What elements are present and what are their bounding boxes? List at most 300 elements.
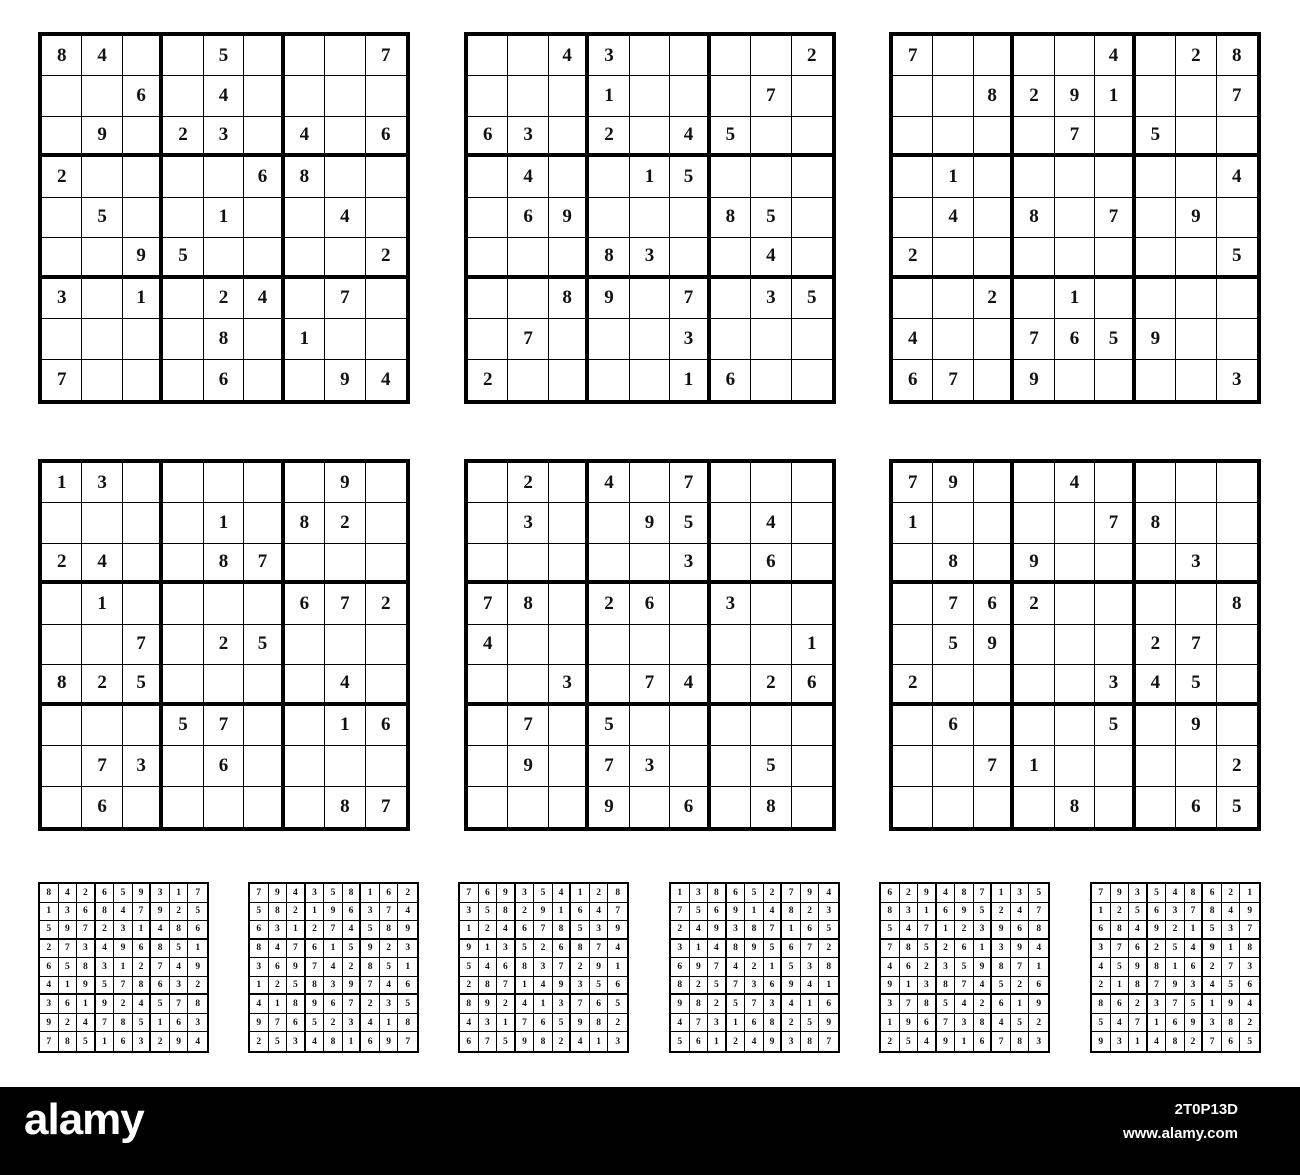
sudoku-cell — [711, 665, 751, 705]
sudoku-cell: 7 — [42, 360, 82, 400]
solution-cell: 2 — [1029, 1014, 1048, 1033]
sudoku-cell: 6 — [366, 706, 406, 746]
solution-cell: 9 — [764, 1032, 783, 1051]
solution-cell: 9 — [1092, 1032, 1111, 1051]
solution-cell: 6 — [671, 958, 690, 977]
solution-cell: 8 — [553, 921, 572, 940]
solution-cell: 5 — [801, 1014, 820, 1033]
solution-cell: 5 — [324, 884, 343, 903]
sudoku-cell: 9 — [1055, 76, 1095, 116]
solution-cell: 9 — [1203, 940, 1222, 959]
sudoku-cell — [123, 544, 163, 584]
solution-cell: 4 — [571, 1032, 590, 1051]
solution-cell: 7 — [918, 921, 937, 940]
solution-cell: 5 — [1129, 903, 1148, 922]
solution-cell: 5 — [361, 921, 380, 940]
solution-cell: 3 — [553, 995, 572, 1014]
solution-cell: 9 — [1129, 958, 1148, 977]
sudoku-cell — [711, 279, 751, 319]
sudoku-cell — [468, 665, 508, 705]
sudoku-cell — [1095, 157, 1135, 197]
solution-cell: 7 — [343, 995, 362, 1014]
solution-cell: 6 — [974, 1032, 993, 1051]
sudoku-cell: 6 — [244, 157, 284, 197]
sudoku-cell — [549, 238, 589, 278]
solution-cell: 7 — [992, 1032, 1011, 1051]
solution-cell: 9 — [534, 903, 553, 922]
solution-cell: 1 — [114, 958, 133, 977]
solution-cell: 3 — [1111, 1032, 1130, 1051]
solution-cell: 9 — [727, 903, 746, 922]
sudoku-cell — [285, 625, 325, 665]
solution-cell: 1 — [1203, 995, 1222, 1014]
sudoku-cell — [366, 665, 406, 705]
sudoku-cell — [82, 625, 122, 665]
solution-cell: 1 — [571, 884, 590, 903]
sudoku-cell: 7 — [893, 36, 933, 76]
solution-cell: 7 — [170, 995, 189, 1014]
sudoku-cell — [751, 463, 791, 503]
solution-grid-4 — [669, 882, 840, 1053]
sudoku-cell — [1176, 117, 1216, 157]
sudoku-cell — [244, 787, 284, 827]
solution-cell: 9 — [974, 958, 993, 977]
solution-cell: 5 — [1029, 884, 1048, 903]
solution-cell: 7 — [764, 921, 783, 940]
solution-cell: 3 — [534, 958, 553, 977]
sudoku-cell: 9 — [123, 238, 163, 278]
solution-cell: 5 — [269, 1032, 288, 1051]
solution-cell: 2 — [1240, 1014, 1259, 1033]
solution-cell: 4 — [690, 921, 709, 940]
sudoku-cell: 6 — [204, 746, 244, 786]
sudoku-cell — [366, 279, 406, 319]
solution-cell: 2 — [992, 903, 1011, 922]
sudoku-cell — [1055, 36, 1095, 76]
sudoku-cell: 1 — [285, 319, 325, 359]
solution-cell: 5 — [250, 903, 269, 922]
sudoku-cell: 4 — [82, 36, 122, 76]
sudoku-cell — [366, 463, 406, 503]
sudoku-cell — [1136, 544, 1176, 584]
solution-cell: 1 — [1129, 1032, 1148, 1051]
solution-cell: 8 — [170, 921, 189, 940]
solution-cell: 1 — [1092, 903, 1111, 922]
solution-cell: 3 — [571, 977, 590, 996]
solution-cell: 9 — [1111, 884, 1130, 903]
solution-cell: 5 — [1222, 977, 1241, 996]
sudoku-cell — [508, 787, 548, 827]
sudoku-cell — [589, 544, 629, 584]
solution-cell: 6 — [306, 940, 325, 959]
sudoku-cell — [974, 117, 1014, 157]
sudoku-cell: 4 — [670, 117, 710, 157]
sudoku-cell — [1217, 625, 1257, 665]
sudoku-cell: 7 — [1095, 503, 1135, 543]
solution-cell: 9 — [571, 1014, 590, 1033]
sudoku-cell — [589, 319, 629, 359]
sudoku-cell: 3 — [123, 746, 163, 786]
solution-cell: 7 — [1011, 958, 1030, 977]
sudoku-cell — [1217, 706, 1257, 746]
solution-cell: 1 — [170, 884, 189, 903]
solution-cell: 3 — [727, 921, 746, 940]
sudoku-cell — [1055, 544, 1095, 584]
sudoku-cell — [163, 279, 203, 319]
solution-cell: 2 — [1185, 1032, 1204, 1051]
sudoku-cell — [163, 198, 203, 238]
sudoku-cell: 7 — [1176, 625, 1216, 665]
solution-cell: 4 — [195, 1036, 201, 1047]
sudoku-cell — [751, 36, 791, 76]
sudoku-cell — [42, 319, 82, 359]
solution-cell: 8 — [343, 884, 362, 903]
solution-cell: 2 — [571, 958, 590, 977]
solution-cell: 6 — [727, 884, 746, 903]
sudoku-cell — [468, 279, 508, 319]
sudoku-cell — [1055, 706, 1095, 746]
solution-cell: 9 — [460, 940, 479, 959]
solution-cell: 3 — [1240, 958, 1259, 977]
solution-cell: 3 — [479, 1014, 498, 1033]
brand-logo: alamy — [24, 1095, 144, 1144]
solution-cell: 2 — [1166, 921, 1185, 940]
sudoku-cell: 1 — [589, 76, 629, 116]
solution-cell: 6 — [1166, 1014, 1185, 1033]
solution-cell: 5 — [690, 903, 709, 922]
solution-cell: 2 — [324, 1014, 343, 1033]
solution-cell: 4 — [1185, 940, 1204, 959]
sudoku-cell: 3 — [711, 584, 751, 624]
solution-cell: 1 — [900, 977, 919, 996]
sudoku-cell — [285, 665, 325, 705]
sudoku-cell — [751, 157, 791, 197]
sudoku-cell — [711, 319, 751, 359]
sudoku-cell — [1136, 584, 1176, 624]
solution-cell: 2 — [974, 995, 993, 1014]
solution-cell: 6 — [188, 921, 207, 940]
sudoku-cell — [468, 503, 508, 543]
sudoku-cell: 7 — [1217, 76, 1257, 116]
solution-cell: 2 — [782, 1014, 801, 1033]
sudoku-cell — [468, 787, 508, 827]
sudoku-cell — [82, 360, 122, 400]
solution-cell: 1 — [881, 1014, 900, 1033]
sudoku-cell — [792, 157, 832, 197]
solution-cell: 9 — [250, 1014, 269, 1033]
sudoku-cell — [1136, 279, 1176, 319]
sudoku-cell: 6 — [893, 360, 933, 400]
sudoku-cell — [1095, 463, 1135, 503]
sudoku-cell: 5 — [244, 625, 284, 665]
solution-cell: 9 — [1148, 921, 1167, 940]
sudoku-cell — [974, 36, 1014, 76]
solution-cell: 6 — [534, 1014, 553, 1033]
solution-cell: 7 — [151, 958, 170, 977]
solution-cell: 5 — [114, 884, 133, 903]
sudoku-cell: 8 — [974, 76, 1014, 116]
sudoku-cell — [366, 198, 406, 238]
solution-cell: 7 — [708, 958, 727, 977]
solution-cell: 2 — [937, 940, 956, 959]
solution-cell: 1 — [671, 884, 690, 903]
sudoku-cell — [549, 319, 589, 359]
sudoku-cell: 5 — [751, 746, 791, 786]
solution-cell: 3 — [671, 940, 690, 959]
sudoku-cell — [42, 706, 82, 746]
sudoku-cell: 9 — [933, 463, 973, 503]
sudoku-cell — [630, 198, 670, 238]
solution-cell: 1 — [324, 940, 343, 959]
solution-cell: 2 — [306, 921, 325, 940]
sudoku-cell — [244, 238, 284, 278]
sudoku-cell — [123, 503, 163, 543]
sudoku-cell — [468, 319, 508, 359]
sudoku-cell — [1136, 198, 1176, 238]
solution-cell: 3 — [615, 1036, 621, 1047]
sudoku-cell — [123, 360, 163, 400]
sudoku-cell — [751, 117, 791, 157]
solution-cell: 3 — [590, 921, 609, 940]
sudoku-cell — [366, 157, 406, 197]
solution-cell: 8 — [380, 921, 399, 940]
solution-cell: 5 — [497, 1032, 516, 1051]
sudoku-cell: 4 — [508, 157, 548, 197]
sudoku-cell — [82, 238, 122, 278]
solution-cell: 2 — [1148, 940, 1167, 959]
solution-cell: 9 — [801, 884, 820, 903]
sudoku-cell — [1095, 544, 1135, 584]
solution-cell: 6 — [881, 884, 900, 903]
solution-cell: 8 — [1240, 940, 1259, 959]
sudoku-cell — [508, 36, 548, 76]
sudoku-cell: 3 — [630, 746, 670, 786]
sudoku-cell: 7 — [670, 463, 710, 503]
solution-cell: 1 — [553, 903, 572, 922]
solution-cell: 8 — [40, 884, 59, 903]
solution-cell: 5 — [1011, 1014, 1030, 1033]
sudoku-cell — [325, 319, 365, 359]
sudoku-cell: 5 — [1232, 795, 1242, 817]
sudoku-cell: 4 — [589, 463, 629, 503]
solution-cell: 1 — [1148, 1014, 1167, 1033]
sudoku-cell — [163, 665, 203, 705]
solution-cell: 8 — [398, 1014, 417, 1033]
sudoku-cell — [933, 279, 973, 319]
solution-cell: 6 — [40, 958, 59, 977]
sudoku-cell — [468, 463, 508, 503]
sudoku-cell — [630, 117, 670, 157]
sudoku-cell — [751, 706, 791, 746]
solution-cell: 8 — [96, 903, 115, 922]
sudoku-cell — [1176, 503, 1216, 543]
sudoku-cell — [366, 319, 406, 359]
sudoku-cell — [204, 787, 244, 827]
solution-cell: 1 — [460, 921, 479, 940]
sudoku-cell — [82, 157, 122, 197]
sudoku-cell — [163, 76, 203, 116]
puzzle-grid-3 — [889, 32, 1261, 404]
solution-cell: 3 — [77, 940, 96, 959]
sudoku-cell — [1055, 584, 1095, 624]
solution-cell: 3 — [782, 1032, 801, 1051]
sudoku-cell — [244, 76, 284, 116]
sudoku-cell — [893, 279, 933, 319]
solution-cell: 9 — [608, 921, 627, 940]
sudoku-cell — [123, 198, 163, 238]
solution-cell: 1 — [151, 1014, 170, 1033]
solution-cell: 8 — [1166, 1032, 1185, 1051]
solution-cell: 3 — [1036, 1036, 1042, 1047]
sudoku-cell — [792, 117, 832, 157]
solution-cell: 2 — [534, 940, 553, 959]
solution-cell: 5 — [380, 958, 399, 977]
solution-cell: 7 — [553, 958, 572, 977]
sudoku-cell: 8 — [285, 503, 325, 543]
sudoku-cell — [792, 76, 832, 116]
sudoku-cell — [42, 584, 82, 624]
sudoku-cell — [711, 787, 751, 827]
sudoku-cell: 3 — [1176, 544, 1216, 584]
sudoku-cell: 5 — [589, 706, 629, 746]
solution-cell: 8 — [801, 1032, 820, 1051]
sudoku-cell: 7 — [508, 706, 548, 746]
solution-cell: 7 — [306, 958, 325, 977]
solution-cell: 4 — [96, 940, 115, 959]
sudoku-cell — [630, 319, 670, 359]
sudoku-cell — [792, 706, 832, 746]
sudoku-cell — [974, 319, 1014, 359]
sudoku-cell — [711, 76, 751, 116]
sudoku-cell — [751, 584, 791, 624]
sudoku-cell — [468, 157, 508, 197]
sudoku-cell — [1217, 665, 1257, 705]
sudoku-cell: 1 — [42, 463, 82, 503]
sudoku-cell — [1136, 463, 1176, 503]
solution-cell: 3 — [745, 977, 764, 996]
solution-cell: 1 — [708, 1032, 727, 1051]
solution-cell: 1 — [96, 1032, 115, 1051]
sudoku-cell — [163, 503, 203, 543]
sudoku-cell: 7 — [974, 746, 1014, 786]
solution-cell: 2 — [727, 1032, 746, 1051]
solution-cell: 6 — [745, 1014, 764, 1033]
sudoku-cell — [508, 238, 548, 278]
solution-cell: 9 — [96, 995, 115, 1014]
solution-cell: 2 — [955, 921, 974, 940]
sudoku-cell — [630, 76, 670, 116]
solution-cell: 2 — [918, 958, 937, 977]
solution-cell: 5 — [151, 995, 170, 1014]
solution-cell: 6 — [170, 1014, 189, 1033]
solution-cell: 7 — [287, 940, 306, 959]
solution-cell: 7 — [77, 921, 96, 940]
solution-cell: 8 — [881, 903, 900, 922]
sudoku-cell: 9 — [1014, 544, 1054, 584]
sudoku-cell — [82, 503, 122, 543]
sudoku-cell: 2 — [974, 279, 1014, 319]
sudoku-cell — [244, 706, 284, 746]
sudoku-cell: 7 — [468, 584, 508, 624]
sudoku-cell — [711, 238, 751, 278]
sudoku-cell — [1136, 706, 1176, 746]
sudoku-cell: 8 — [933, 544, 973, 584]
sudoku-cell: 7 — [82, 746, 122, 786]
sudoku-cell: 5 — [1176, 665, 1216, 705]
solution-cell: 9 — [745, 940, 764, 959]
sudoku-cell — [325, 746, 365, 786]
sudoku-cell: 7 — [244, 544, 284, 584]
solution-cell: 5 — [96, 977, 115, 996]
sudoku-cell — [974, 544, 1014, 584]
sudoku-cell — [204, 665, 244, 705]
solution-cell: 6 — [1185, 958, 1204, 977]
sudoku-cell — [589, 503, 629, 543]
sudoku-cell — [893, 76, 933, 116]
sudoku-cell — [630, 544, 670, 584]
sudoku-cell: 9 — [1176, 198, 1216, 238]
solution-cell: 2 — [900, 884, 919, 903]
solution-cell: 4 — [287, 884, 306, 903]
solution-cell: 7 — [40, 1032, 59, 1051]
solution-cell: 7 — [1240, 921, 1259, 940]
sudoku-cell — [893, 198, 933, 238]
solution-cell: 9 — [361, 940, 380, 959]
solution-cell: 9 — [819, 1014, 838, 1033]
solution-cell: 7 — [534, 921, 553, 940]
sudoku-cell — [974, 787, 1014, 827]
sudoku-cell: 1 — [792, 625, 832, 665]
solution-cell: 5 — [1203, 921, 1222, 940]
solution-cell: 1 — [133, 921, 152, 940]
solution-cell: 5 — [608, 995, 627, 1014]
solution-cell: 7 — [96, 1014, 115, 1033]
sudoku-cell: 7 — [751, 76, 791, 116]
solution-cell: 4 — [918, 1032, 937, 1051]
sudoku-cell: 5 — [933, 625, 973, 665]
solution-cell: 3 — [955, 1014, 974, 1033]
solution-cell: 1 — [380, 1014, 399, 1033]
sudoku-cell — [630, 787, 670, 827]
sudoku-cell — [549, 360, 589, 400]
solution-cell: 3 — [59, 903, 78, 922]
solution-cell: 4 — [727, 958, 746, 977]
sudoku-cell — [1176, 319, 1216, 359]
sudoku-cell — [1217, 319, 1257, 359]
sudoku-cell: 4 — [933, 198, 973, 238]
sudoku-cell: 7 — [589, 746, 629, 786]
sudoku-cell: 7 — [670, 279, 710, 319]
solution-cell: 7 — [571, 995, 590, 1014]
solution-cell: 5 — [343, 940, 362, 959]
sudoku-cell — [163, 319, 203, 359]
solution-cell: 8 — [727, 940, 746, 959]
puzzle-grid-5 — [464, 459, 836, 831]
solution-cell: 7 — [1166, 995, 1185, 1014]
solution-cell: 9 — [59, 921, 78, 940]
sudoku-cell — [244, 360, 284, 400]
sudoku-cell — [42, 117, 82, 157]
sudoku-cell: 2 — [204, 279, 244, 319]
solution-cell: 4 — [516, 995, 535, 1014]
solution-cell: 9 — [1185, 1014, 1204, 1033]
solution-cell: 4 — [1092, 958, 1111, 977]
solution-cell: 6 — [133, 940, 152, 959]
sudoku-cell: 6 — [792, 665, 832, 705]
solution-cell: 9 — [133, 884, 152, 903]
solution-cell: 6 — [114, 1032, 133, 1051]
solution-cell: 6 — [460, 1032, 479, 1051]
